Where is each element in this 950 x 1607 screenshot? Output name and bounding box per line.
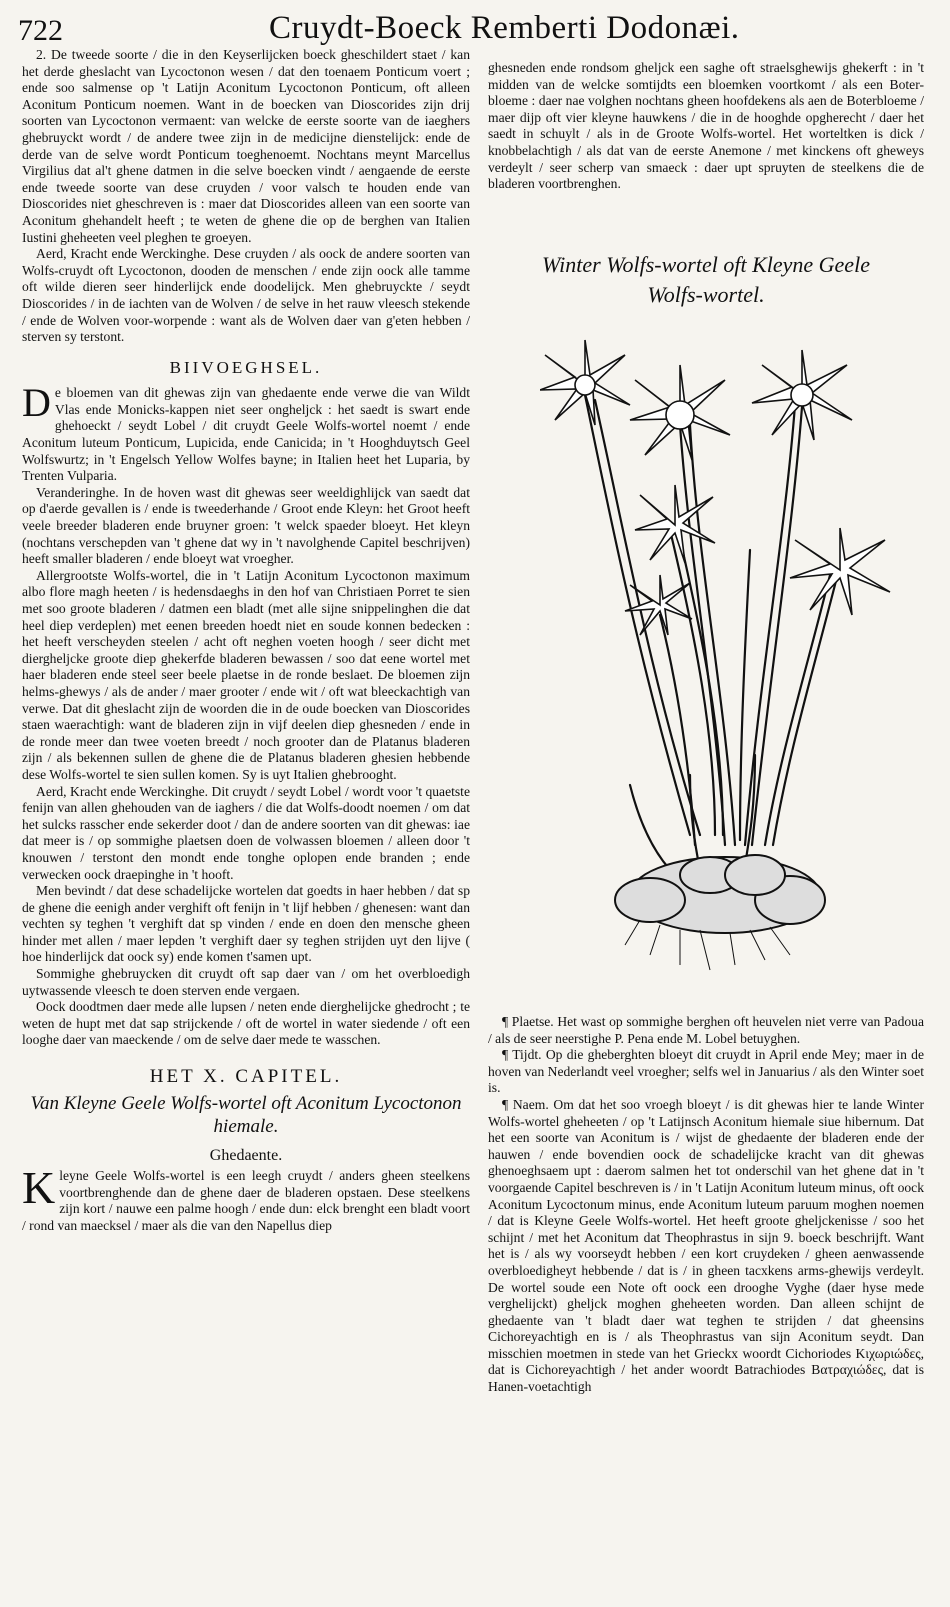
body-paragraph: ¶ Tijdt. Op die gheberghten bloeyt dit cruydt in April ende Mey; maer in de hoven van Nederlandt veel vroegher; selfs wel in Januarius / als den Winter soet is. (488, 1047, 924, 1096)
body-paragraph: ghesneden ende rondsom gheljck een saghe oft straelsghewijs ghekerft : in 't midden van de welcke somtijdts een bloemken voortkomt / als een Boter-bloeme : daer nae volghen nochtans gheen hoofdekens als aen de Boterbloeme / maer dijp oft vier kleyne hauwkens / die in de hooghde opgherecht / daer het saedt in schuylt / als in de Groote Wolfs-wortel. Het worteltken is dick / knobbelachtigh / als dat van de eerste Anemone / met kinckens oft gheweys verdeylt / seer scherp van smaeck : daer upt spruyten de steelkens die de bladeren voortbrenghen. (488, 60, 924, 192)
body-paragraph: Oock doodtmen daer mede alle lupsen / neten ende dierghelijcke ghedrocht ; te weten de hupt met dat sap strijckende / oft de wortel in water siedende / oft een looghe daer van maeckende / om de selve daer mede te wasschen. (22, 999, 470, 1048)
body-paragraph: Veranderinghe. In de hoven wast dit ghewas seer weeldighlijck van saedt dat op d'aerde gevallen is / ende is tweederhande / Groot ende Kleyn: het Groot heeft veele breeder bladeren ende bruyner groen: 't welck spaeder bloeyt. Het kleyn (nochtans verschepden van 't ghene dat wy in 't navolghende Capitel beschrijven) heeft smaller bladeren / ende bloeyt wat vroegher. (22, 484, 470, 567)
appendix-heading: BIIVOEGHSEL. (169, 357, 323, 377)
chapter-title: Van Kleyne Geele Wolfs-wortel oft Aconitum Lycoctonon hiemale. (30, 1092, 462, 1137)
body-paragraph: Aerd, Kracht ende Werckinghe. Dit cruydt / seydt Lobel / wordt voor 't quaetste fenijn van allen ghehouden van de iaghers / die dat Wolfs-doodt noemen / om dat het sulcks rasscher ende sekerder doot / dan de andere soorten van dit ghewas: iae dat meer is / op sommighe plaetsen doen de volwassen bloemen / alleen door 't knouwen / terstont den mondt ende tonghe oplopen ende branden ; ende verwecken oock draepinghe in 't hooft. (22, 783, 470, 882)
body-paragraph: Kleyne Geele Wolfs-wortel is een leegh cruydt / anders gheen steelkens voortbrenghende dan de ghene daer de bladeren opstaen. Dese steelkens zijn kort / nauwe een palme hoogh / ende dun: elck brenght een bladt voort / rond van maecksel / maer als die van den Napellus diep (22, 1162, 470, 1233)
body-paragraph: ¶ Plaetse. Het wast op sommighe berghen oft heuvelen niet verre van Padoua / als de seer neerstighe P. Pena ende M. Lobel betuyghen. (488, 1014, 924, 1046)
running-title: Cruydt-Boeck Remberti Dodonæi. (269, 10, 740, 46)
right-column-lower (488, 1014, 924, 1396)
body-paragraph: ¶ Naem. Om dat het soo vroegh bloeyt / is dit ghewas hier te lande Winter Wolfs-wortel gheheeten / op 't Latijnsch Aconitum hiemale siue hibernum. Dat het een soorte van Aconitum is / wijst de ghedaente der bladeren ende der hauwen / ende bovendien oock de schadelijcke kracht van dit ghewas ghenoeghsaem upt : daerom salmen het tot onderschil van het ghene dat in 't voorgaende Capitel beschreven is / in 't Latijn Aconitum luteum minus, oft oock Aconitum Lycoctonum minus, ende Aconitum luteum paruum moghen noemen / dat is Kleyne Geele Wolfs-wortel. Het heeft groote gheljckenisse / soo het schijnt / met het Aconitum dat Theophrastus in sijn 9. boeck beschrijft. Want het is / als wy voorseydt hebben / een kort cruydeken / gheen aenwassende overbloedigheyt hebbende / dat is / in gheen tacxkens arms-ghewijs verdeylt. De wortel soude een Note oft oock een drooghe Vyghe (daer hyse mede verghelijckt) gheljck moghen gheheeten worden. Dan alleen schijnt de ghedaente van 't bladt daer wat teghen te strijden / dat gheensins Cichoreyachtigh en is / als Theophrastus van sijn Aconitum seydt. Dan misschien moetmen in stede van het Grieckx woordt Cichoriodes Κιχωριώδες, dat is Cichoreyachtigh / het ander woordt Batrachiodes Βατραχιώδες, dat is Hanen-voetachtigh (488, 1096, 924, 1395)
page-number: 722 (18, 14, 63, 47)
page-header (14, 6, 936, 46)
body-paragraph: Allergrootste Wolfs-wortel, die in 't Latijn Aconitum Lycoctonon maximum albo flore magh heeten / is hedensdaeghs in den hof van Christiaen Porret te sien met soo groote bladeren / datmen een bladt (met alle sijne snippelinghen die dat heel diep verdeplen) met eenen breeden hoedt niet en soude konnen bedecken : het heeft verscheyden steelen / acht oft neghen voeten hoogh / seer dicht met diergheljcke groote diep ghekerfde bladeren bewassen / soo dat eene wortel met haer bladeren ende steel seer beele plaetse in de ronde beslaet. De bloemen zijn helms-ghewys / als de ander / maer grooter / ende wit / oft wat bleeckachtigh van verwe. Dat dit gheslacht zijn de woorden die in de oude boecken van Dioscorides staen waerachtigh: want de bladeren zijn in vijf deelen diep ghesneden / ende in de ronde meer dan twee voeten breedt / noch grooter dan de Platanus bladeren zijn / als bekennen sullen de ghene die de Platanus bladeren ghesien hebbende dese Wolfs-wortel te sien sullen komen. Sy is uyt Italien ghebrooght. (22, 567, 470, 782)
caption-line: Winter Wolfs-wortel oft Kleyne Geele (542, 252, 870, 277)
chapter-heading: HET X. CAPITEL. (149, 1066, 343, 1088)
body-paragraph: Men bevindt / dat dese schadelijcke wortelen dat goedts in haer hebben / dat sp de ghene die eenigh ander verghift oft fenijn in 't lijf hebben / ghenesen: want dan vechten sy teghen 't verghift dat sp vinden / ende en doen den mensche gheen hinder met allen / maer lepden 't verghift daer sy teghen strijden uyt den lijve ( hoe hinderlijck dat oock sy) ende komen t'samen upt. (22, 883, 470, 965)
left-column (22, 47, 470, 1235)
body-paragraph: Aerd, Kracht ende Werckinghe. Dese cruyden / als oock de andere soorten van Wolfs-cruydt oft Lycoctonon, dooden de menschen / ende zijn oock alle tamme oft wilde dieren seer hinderlijck ende doodelijck. Men ghebruyckte / seydt Dioscorides / in de iachten van de Wolven / de selve in het rauw vleesch stekende / ende de Wolven voor-worpende : want als de Wolven daer van g'eten hebben / sterven sy terstont. (22, 246, 470, 345)
body-paragraph: De bloemen van dit ghewas zijn van ghedaente ende verwe die van Wildt Vlas ende Monicks-kappen niet seer ongheljck : het saedt is swart ende ghehoeckt / seydt Lobel / dit cruydt Geele Wolfs-wortel noemt / ende Aconitum luteum Ponticum, Lupicida, ende Canicida; in 't Hooghduytsch Geel Wolfswurtz; in 't Engelsch Yellow Wolfes bayne; in Italien heet het Luparia, by Trenten Vulparia. (22, 380, 470, 484)
right-column-top (488, 60, 924, 193)
caption-line: Wolfs-wortel. (647, 282, 765, 307)
body-paragraph: 2. De tweede soorte / die in den Keyserlijcken boeck gheschildert staet / kan het derde gheslacht van Lycoctonon wesen / dat den toenaem Ponticum voert ; ende soo salmense op 't Latijn Aconitum Lycoctonon Ponticum, oft alleen Aconitum Ponticum noemen. Want in de boecken van Dioscorides zijn drij soorten van Lycoctonon vermaent: van welcke de eerste soorte van de iaeghers ghebruyckt wordt / de andere twee zijn in de medicijne dienstelijck: ende de derde van de selve wordt Ponticum toeghenoemt. Nochtans meynt Marcellus Virgilius dat al't ghene datmen in die selve boecken vindt / aengaende de eerste ende tweede soorte van dese cruyden / voor valsch te houden ende van Dioscorides niet gheschreven is : maer dat Dioscorides alleen van een soorte van Aconitum ghehandelt heeft ; te weten de ghene die op de berghen van Italien Iustini gheheeten veel pleghen te groeyen. (22, 47, 470, 245)
plant-woodcut-illustration (540, 315, 910, 980)
illustration-caption (488, 250, 924, 310)
section-heading: Ghedaente. (209, 1146, 283, 1164)
body-paragraph: Sommighe ghebruycken dit cruydt oft sap daer van / om het overbloedigh uytwassende vleesch te doen sterven ende vergaen. (22, 966, 470, 998)
